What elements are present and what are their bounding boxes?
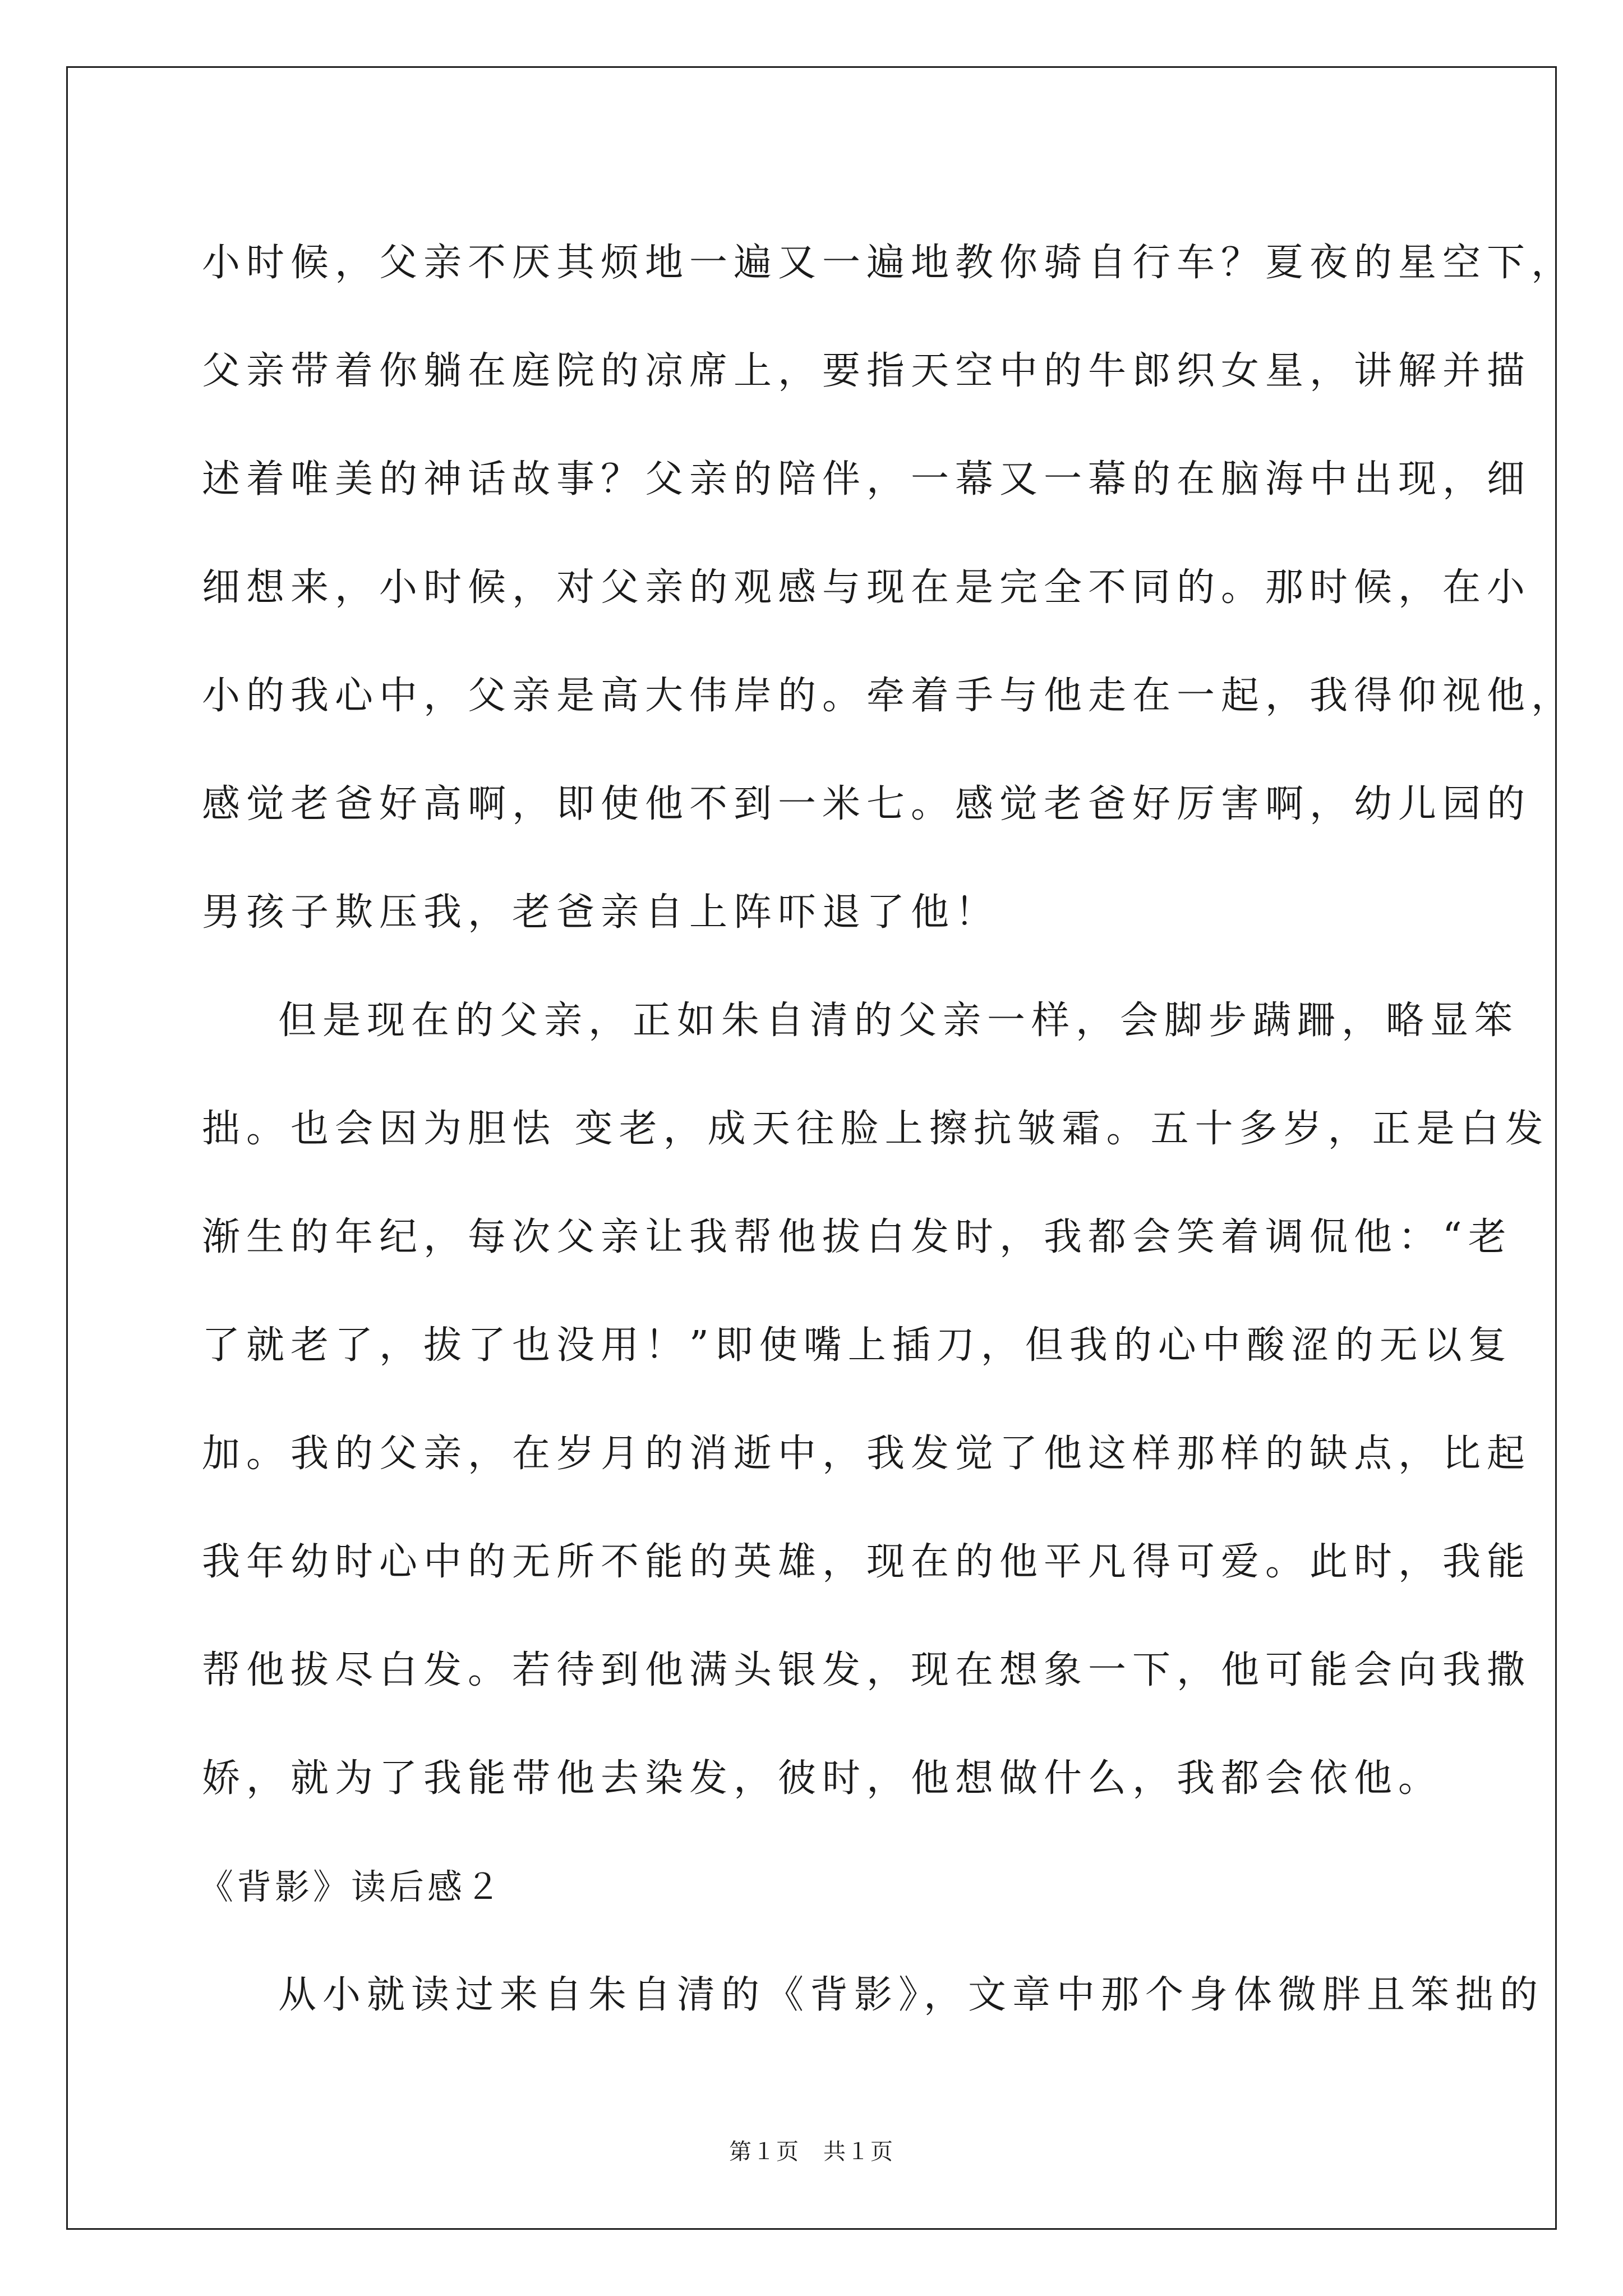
text-line: 但是现在的父亲，正如朱自清的父亲一样，会脚步蹒跚，略显笨 — [278, 999, 1519, 1043]
text-line: 感觉老爸好高啊，即使他不到一米七。感觉老爸好厉害啊，幼儿园的 — [202, 782, 1532, 826]
page-number-footer: 第１页 共１页 — [729, 2139, 894, 2165]
text-line: 渐生的年纪，每次父亲让我帮他拔白发时，我都会笑着调侃他：“老 — [202, 1215, 1513, 1259]
text-line: 我年幼时心中的无所不能的英雄，现在的他平凡得可爱。此时，我能 — [202, 1540, 1532, 1584]
text-line: 父亲带着你躺在庭院的凉席上，要指天空中的牛郎织女星，讲解并描 — [202, 349, 1532, 393]
text-line: 从小就读过来自朱自清的《背影》，文章中那个身体微胖且笨拙的 — [278, 1973, 1544, 2017]
section-heading: 《背影》读后感２ — [199, 1866, 504, 1907]
text-line: 娇，就为了我能带他去染发，彼时，他想做什么，我都会依他。 — [202, 1756, 1443, 1801]
text-line: 细想来，小时候，对父亲的观感与现在是完全不同的。那时候，在小 — [202, 565, 1532, 610]
paragraph-3 — [202, 1941, 1544, 2049]
text-line: 述着唯美的神话故事？父亲的陪伴，一幕又一幕的在脑海中出现，细 — [202, 457, 1532, 501]
paragraph-1 — [202, 209, 1576, 967]
document-body — [199, 209, 1576, 2049]
text-line: 小时候，父亲不厌其烦地一遍又一遍地教你骑自行车？夏夜的星空下， — [202, 241, 1576, 285]
text-line: 加。我的父亲，在岁月的消逝中，我发觉了他这样那样的缺点，比起 — [202, 1432, 1532, 1476]
text-line: 小的我心中，父亲是高大伟岸的。牵着手与他走在一起，我得仰视他， — [202, 674, 1576, 718]
text-line: 了就老了，拔了也没用！”即使嘴上插刀，但我的心中酸涩的无以复 — [202, 1323, 1513, 1368]
text-line: 帮他拔尽白发。若待到他满头银发，现在想象一下，他可能会向我撒 — [202, 1648, 1532, 1692]
text-line: 拙。也会因为胆怯 变老，成天往脸上擦抗皱霜。五十多岁，正是白发 — [202, 1107, 1550, 1151]
paragraph-2 — [202, 967, 1550, 1833]
text-line: 男孩子欺压我，老爸亲自上阵吓退了他！ — [202, 890, 1000, 935]
